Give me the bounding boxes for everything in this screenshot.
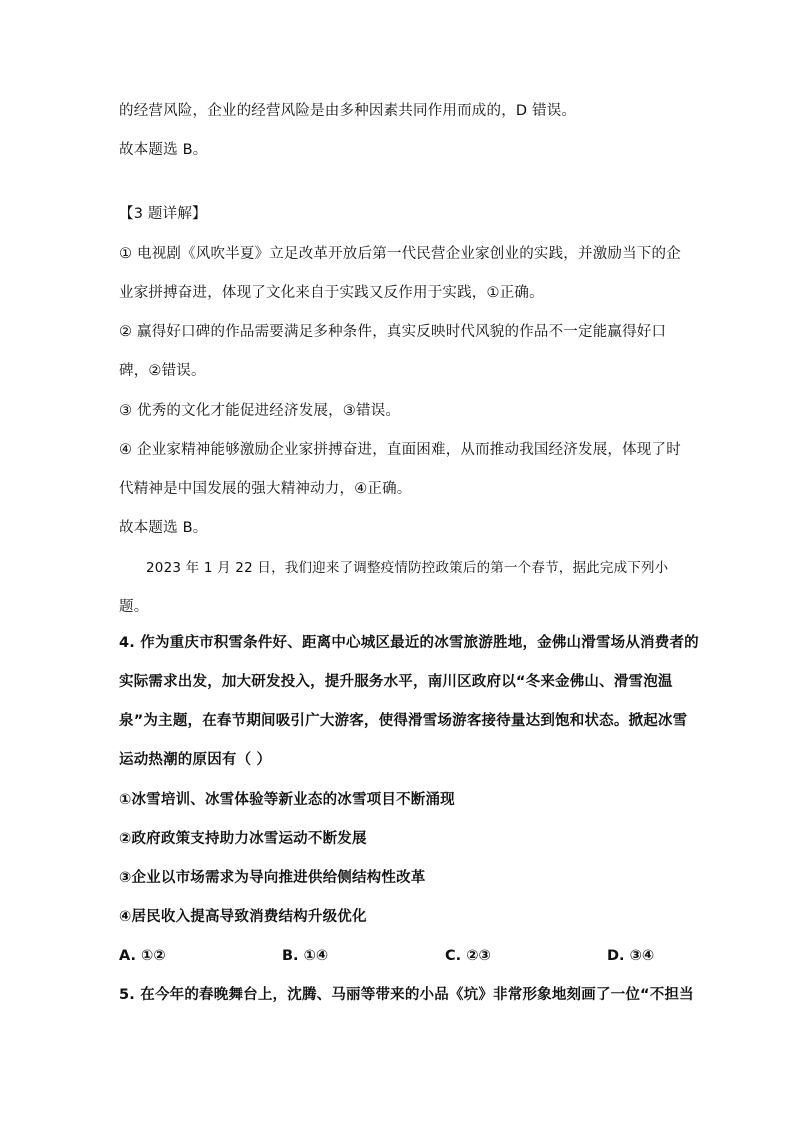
question-4-choice-2: ②政府政策支持助力冰雪运动不断发展 [119, 831, 367, 847]
text-line-statement-4: ④ 企业家精神能够激励企业家拼搏奋进，直面困难，从而推动我国经济发展，体现了时 [119, 442, 681, 458]
question-4-options [119, 946, 659, 966]
section-heading-q3-explanation: 【3 题详解】 [119, 206, 207, 222]
answer-line-q2: 故本题选 B。 [119, 142, 208, 158]
option-c[interactable]: C. ②③ [445, 948, 491, 964]
text-line-statement-1: ① 电视剧《风吹半夏》立足改革开放后第一代民营企业家创业的实践，并激励当下的企 [119, 246, 681, 262]
material-intro: 2023 年 1 月 22 日，我们迎来了调整疫情防控政策后的第一个春节，据此完成下列小 [146, 560, 669, 576]
question-4-stem: 4. 作为重庆市积雪条件好、距离中心城区最近的冰雪旅游胜地，金佛山滑雪场从消费者的 [119, 635, 699, 651]
text-line-statement-3: ③ 优秀的文化才能促进经济发展，③错误。 [119, 403, 401, 419]
question-4-choice-3: ③企业以市场需求为导向推进供给侧结构性改革 [119, 870, 426, 886]
question-4-stem-line-4: 运动热潮的原因有（ ） [119, 752, 272, 768]
question-4-stem-line-2: 实际需求出发，加大研发投入，提升服务水平，南川区政府以“冬来金佛山、滑雪泡温 [119, 674, 673, 690]
text-line-statement-1-cont: 业家拼搏奋进，体现了文化来自于实践又反作用于实践，①正确。 [119, 285, 544, 301]
option-d[interactable]: D. ③④ [607, 948, 655, 964]
option-a[interactable]: A. ①② [119, 948, 166, 964]
question-5-stem: 5. 在今年的春晚舞台上，沈腾、马丽等带来的小品《坑》非常形象地刻画了一位“不担当 [119, 987, 694, 1003]
text-line-risk-conclusion: 的经营风险，企业的经营风险是由多种因素共同作用而成的，D 错误。 [119, 103, 577, 119]
text-line-statement-2-cont: 碑，②错误。 [119, 363, 206, 379]
material-intro-cont: 题。 [119, 599, 149, 615]
text-line-statement-2: ② 赢得好口碑的作品需要满足多种条件，真实反映时代风貌的作品不一定能赢得好口 [119, 324, 667, 340]
answer-line-q3: 故本题选 B。 [119, 520, 208, 536]
text-line-statement-4-cont: 代精神是中国发展的强大精神动力，④正确。 [119, 481, 412, 497]
question-4-choice-4: ④居民收入提高导致消费结构升级优化 [119, 909, 367, 925]
question-4-stem-line-3: 泉”为主题，在春节期间吸引广大游客，使得滑雪场游客接待量达到饱和状态。掀起冰雪 [119, 713, 688, 729]
option-b[interactable]: B. ①④ [282, 948, 329, 964]
question-4-choice-1: ①冰雪培训、冰雪体验等新业态的冰雪项目不断涌现 [119, 792, 455, 808]
